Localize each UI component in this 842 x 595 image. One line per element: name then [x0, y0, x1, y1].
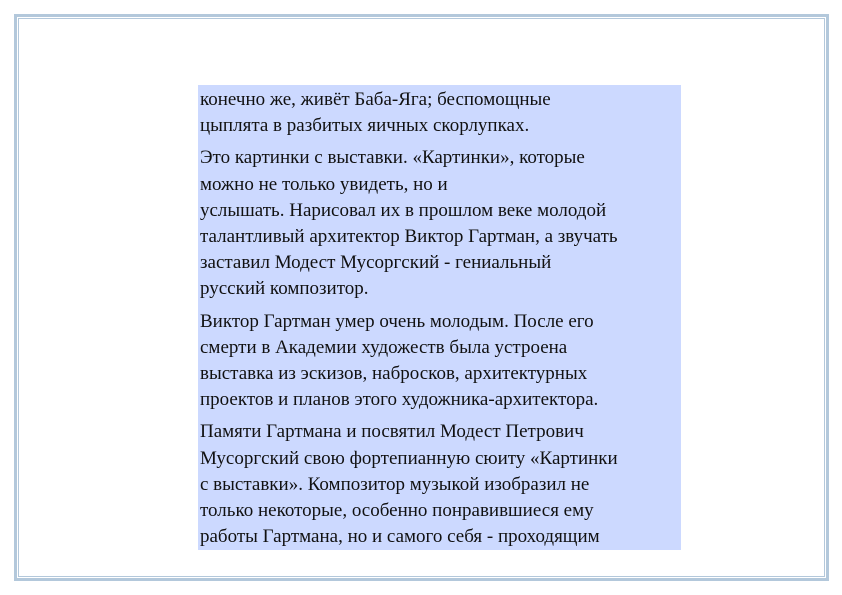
text-line: Памяти Гартмана и посвятил Модест Петрович	[200, 421, 584, 443]
text-line: работы Гартмана, но и самого себя - проходящим	[200, 526, 600, 548]
text-line: выставка из эскизов, набросков, архитектурных	[200, 363, 588, 385]
text-line: конечно же, живёт Баба-Яга; беспомощные	[200, 89, 551, 110]
text-line: цыплята в разбитых яичных скорлупках.	[200, 115, 530, 137]
text-line: проектов и планов этого художника-архитектора.	[200, 389, 599, 411]
text-line: Это картинки с выставки. «Картинки», которые	[200, 147, 585, 169]
text-line: Виктор Гартман умер очень молодым. После его	[200, 310, 594, 332]
text-line: можно не только увидеть, но и	[200, 173, 448, 195]
text-line: только некоторые, особенно понравившиеся ему	[200, 500, 594, 522]
paragraph-2	[200, 145, 679, 302]
paragraph-3	[200, 309, 679, 414]
text-line: с выставки». Композитор музыкой изобразил не	[200, 473, 590, 495]
text-line: смерти в Академии художеств была устроена	[200, 336, 568, 358]
text-line: заставил Модест Мусоргский - гениальный	[200, 252, 552, 274]
text-line: услышать. Нарисовал их в прошлом веке молодой	[200, 199, 607, 221]
text-block[interactable]	[198, 85, 681, 550]
text-line: русский композитор.	[200, 278, 369, 300]
text-line: Мусоргский свою фортепианную сюиту «Картинки	[200, 447, 618, 469]
paragraph-1	[200, 87, 679, 139]
text-line: талантливый архитектор Виктор Гартман, а звучать	[200, 226, 618, 248]
paragraph-4	[200, 419, 679, 550]
